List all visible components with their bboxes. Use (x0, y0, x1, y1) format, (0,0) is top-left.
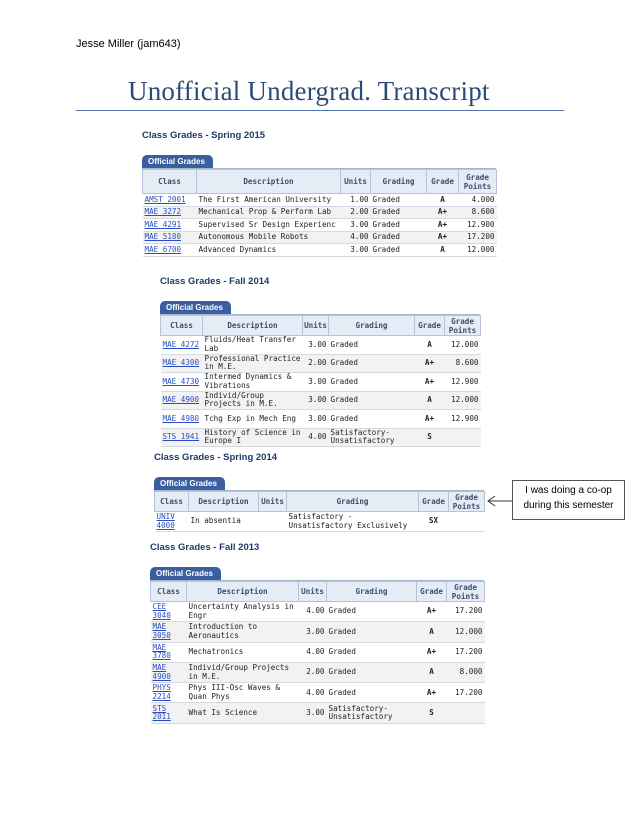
grading-cell: Graded (329, 410, 415, 429)
class-link[interactable]: MAE 4900 (162, 395, 200, 404)
column-header-units[interactable]: Units (259, 492, 287, 512)
term-title: Class Grades - Spring 2015 (142, 130, 266, 141)
term-block (150, 542, 484, 724)
class-link[interactable]: MAE 4291 (144, 219, 182, 229)
units-cell: 3.00 (299, 622, 327, 642)
class-cell (155, 512, 189, 532)
class-link[interactable]: AMST 2001 (144, 194, 186, 204)
term-block (142, 130, 496, 257)
grade-cell: A+ (417, 602, 447, 622)
units-cell: 3.00 (303, 373, 329, 392)
column-header-grade[interactable]: Grade (415, 316, 445, 336)
class-cell (151, 703, 187, 723)
grade-cell: A+ (415, 354, 445, 373)
units-cell: 2.00 (341, 206, 371, 219)
grade-cell: A+ (417, 642, 447, 662)
description-cell: Uncertainty Analysis in Engr (187, 602, 299, 622)
grade-points-cell: 17.200 (447, 602, 485, 622)
class-link[interactable]: MAE 4900 (152, 663, 171, 681)
column-header-description[interactable]: Description (203, 316, 303, 336)
class-link[interactable]: PHYS 2214 (152, 683, 171, 701)
grade-points-cell: 12.000 (459, 244, 497, 257)
description-cell: History of Science in Europe I (204, 428, 301, 446)
description-cell: Supervised Sr Design Experienc (197, 219, 341, 232)
table-row (151, 602, 485, 622)
units-cell: 4.00 (299, 683, 327, 703)
class-link[interactable]: MAE 4300 (162, 358, 200, 367)
description-cell: Introduction to Aeronautics (187, 622, 299, 642)
table-row (151, 642, 485, 662)
grading-cell: Satisfactory-Unsatisfactory (327, 703, 417, 723)
column-header-units[interactable]: Units (303, 316, 329, 336)
description-cell: Intermed Dynamics & Vibrations (203, 373, 303, 392)
class-cell (143, 244, 197, 257)
term-block (160, 276, 480, 447)
class-cell (161, 428, 203, 447)
grade-points-cell: 17.200 (459, 231, 497, 244)
term-title: Class Grades - Fall 2013 (150, 542, 260, 553)
table-row (151, 622, 485, 642)
table-row (151, 683, 485, 703)
grading-cell: Graded (327, 683, 417, 703)
grade-points-cell: 12.000 (445, 391, 481, 410)
grade-points-cell: 17.200 (447, 683, 485, 703)
grade-cell: A+ (427, 206, 459, 219)
grading-cell: Graded (329, 373, 415, 392)
column-header-grading[interactable]: Grading (329, 316, 415, 336)
table-row (155, 512, 485, 532)
class-link[interactable]: MAE 4730 (162, 376, 200, 386)
class-link[interactable]: STS 2011 (152, 703, 171, 722)
column-header-units[interactable]: Units (299, 582, 327, 602)
units-cell: 4.00 (299, 602, 327, 622)
column-header-grading[interactable]: Grading (371, 170, 427, 194)
grading-cell: Graded (327, 622, 417, 642)
grade-points-cell: 8.600 (445, 354, 481, 373)
description-cell: Individ/Group Projects in M.E. (187, 662, 299, 682)
table-row (161, 391, 481, 410)
grade-cell: A (415, 391, 445, 410)
class-link[interactable]: STS 1941 (162, 432, 200, 441)
table-row (143, 206, 497, 219)
units-cell: 2.00 (299, 662, 327, 682)
description-cell: Professional Practice in M.E. (204, 354, 301, 372)
column-header-grade-points[interactable]: Grade Points (449, 492, 485, 512)
class-cell (151, 683, 187, 703)
title-divider (76, 110, 564, 111)
grade-cell: SX (419, 512, 449, 532)
grade-cell: A (415, 336, 445, 355)
class-link[interactable]: UNIV 4000 (156, 512, 175, 530)
column-header-class[interactable]: Class (143, 170, 197, 194)
table-row (161, 410, 481, 429)
column-header-grade[interactable]: Grade (419, 492, 449, 512)
description-cell: Phys III-Osc Waves & Quan Phys (187, 683, 299, 703)
official-grades-tab[interactable]: Official Grades (150, 567, 221, 580)
class-cell (151, 622, 187, 642)
grade-points-cell: 8.600 (459, 206, 497, 219)
description-cell: The First American University (197, 194, 341, 207)
grade-cell: A (417, 622, 447, 642)
grading-cell: Graded (327, 662, 417, 682)
column-header-description[interactable]: Description (189, 492, 259, 512)
grade-cell: A (427, 194, 459, 207)
class-cell (161, 336, 203, 355)
units-cell: 3.00 (303, 336, 329, 355)
table-row (143, 231, 497, 244)
class-link[interactable]: CEE 3040 (152, 602, 171, 620)
term-block (154, 452, 484, 532)
units-cell: 3.00 (341, 244, 371, 257)
table-row (161, 373, 481, 392)
column-header-class[interactable]: Class (151, 582, 187, 602)
grades-table (142, 169, 497, 257)
grade-cell: A+ (427, 219, 459, 232)
units-cell: 4.00 (303, 428, 329, 447)
column-header-grade-points[interactable]: Grade Points (459, 170, 497, 194)
grades-table (150, 581, 485, 724)
column-header-description[interactable]: Description (197, 170, 341, 194)
class-link[interactable]: MAE 4272 (162, 339, 200, 349)
description-cell: In absentia (189, 512, 259, 532)
description-cell: Mechatronics (187, 642, 299, 662)
units-cell (259, 512, 287, 532)
grade-points-cell: 8.000 (447, 662, 485, 682)
grade-points-cell (447, 703, 485, 723)
table-row (161, 428, 481, 447)
units-cell: 3.00 (303, 410, 329, 429)
column-header-grading[interactable]: Grading (287, 492, 419, 512)
column-header-grade-points[interactable]: Grade Points (445, 316, 481, 336)
units-cell: 3.00 (303, 391, 329, 410)
class-cell (143, 231, 197, 244)
column-header-grading[interactable]: Grading (327, 582, 417, 602)
class-link[interactable]: MAE 5180 (144, 232, 182, 241)
grade-cell: A (427, 244, 459, 257)
class-cell (151, 602, 187, 622)
grade-cell: A+ (427, 231, 459, 244)
grading-cell: Graded (371, 194, 427, 207)
description-cell: Fluids/Heat Transfer Lab (203, 336, 303, 355)
class-cell (161, 391, 203, 410)
grading-cell: Graded (371, 206, 427, 219)
class-link[interactable]: MAE 3780 (152, 642, 171, 661)
official-grades-tab[interactable]: Official Grades (160, 301, 231, 314)
class-link[interactable]: MAE 3272 (144, 207, 182, 216)
grade-points-cell (445, 428, 481, 447)
term-title: Class Grades - Fall 2014 (160, 276, 270, 287)
class-link[interactable]: MAE 3050 (152, 622, 171, 640)
grades-table (154, 491, 485, 532)
table-row (161, 336, 481, 355)
class-link[interactable]: MAE 4980 (162, 413, 200, 423)
table-row (143, 194, 497, 207)
column-header-class[interactable]: Class (161, 316, 203, 336)
callout-arrow-icon (486, 494, 514, 508)
class-cell (161, 410, 203, 429)
column-header-grade[interactable]: Grade (427, 170, 459, 194)
table-row (151, 703, 485, 723)
class-cell (161, 373, 203, 392)
description-cell: Advanced Dynamics (197, 244, 341, 257)
grade-cell: S (417, 703, 447, 723)
column-header-units[interactable]: Units (341, 170, 371, 194)
class-cell (161, 354, 203, 373)
grading-cell: Graded (327, 642, 417, 662)
class-cell (143, 194, 197, 207)
table-row (151, 662, 485, 682)
description-cell: What Is Science (187, 703, 299, 723)
class-cell (151, 642, 187, 662)
grade-points-cell: 12.900 (459, 219, 497, 232)
table-row (143, 244, 497, 257)
table-row (161, 354, 481, 373)
grade-cell: A+ (415, 410, 445, 429)
units-cell: 2.00 (303, 354, 329, 373)
callout-note: I was doing a co-op during this semester (512, 480, 625, 520)
grading-cell: Graded (329, 354, 415, 373)
description-cell: Mechanical Prop & Perform Lab (197, 206, 341, 219)
grade-points-cell (449, 512, 485, 532)
description-cell: Autonomous Mobile Robots (197, 231, 341, 244)
grade-cell: A+ (417, 683, 447, 703)
grading-cell: Graded (327, 602, 417, 622)
term-title: Class Grades - Spring 2014 (154, 452, 278, 463)
grading-cell: Graded (329, 336, 415, 355)
description-cell: Tchg Exp in Mech Eng (203, 410, 303, 429)
official-grades-tab[interactable]: Official Grades (142, 155, 213, 168)
units-cell: 4.00 (341, 231, 371, 244)
grade-points-cell: 12.900 (445, 373, 481, 392)
official-grades-tab[interactable]: Official Grades (154, 477, 225, 490)
table-row (143, 219, 497, 232)
grades-table (160, 315, 481, 447)
grading-cell: Graded (371, 219, 427, 232)
description-cell: Individ/Group Projects in M.E. (203, 391, 303, 410)
column-header-description[interactable]: Description (187, 582, 299, 602)
grading-cell: Satisfactory-Unsatisfactory (329, 428, 415, 447)
grading-cell: Graded (371, 231, 427, 244)
column-header-grade[interactable]: Grade (417, 582, 447, 602)
grade-cell: A (417, 662, 447, 682)
grading-cell: Graded (371, 244, 427, 257)
class-cell (151, 662, 187, 682)
grade-points-cell: 17.200 (447, 642, 485, 662)
column-header-grade-points[interactable]: Grade Points (447, 582, 485, 602)
grade-points-cell: 12.000 (445, 336, 481, 355)
units-cell: 4.00 (299, 642, 327, 662)
column-header-class[interactable]: Class (155, 492, 189, 512)
grade-cell: S (415, 428, 445, 447)
units-cell: 3.00 (299, 703, 327, 723)
document-title: Unofficial Undergrad. Transcript (128, 76, 490, 106)
header-name: Jesse Miller (jam643) (76, 38, 181, 50)
units-cell: 1.00 (341, 194, 371, 207)
class-cell (143, 219, 197, 232)
grade-points-cell: 12.900 (445, 410, 481, 429)
grade-points-cell: 12.000 (447, 622, 485, 642)
class-link[interactable]: MAE 6700 (144, 244, 182, 254)
grading-cell: Satisfactory - Unsatisfactory Exclusively (287, 512, 419, 532)
grade-points-cell: 4.000 (459, 194, 497, 207)
grading-cell: Graded (329, 391, 415, 410)
class-cell (143, 206, 197, 219)
grade-cell: A+ (415, 373, 445, 392)
units-cell: 3.00 (341, 219, 371, 232)
